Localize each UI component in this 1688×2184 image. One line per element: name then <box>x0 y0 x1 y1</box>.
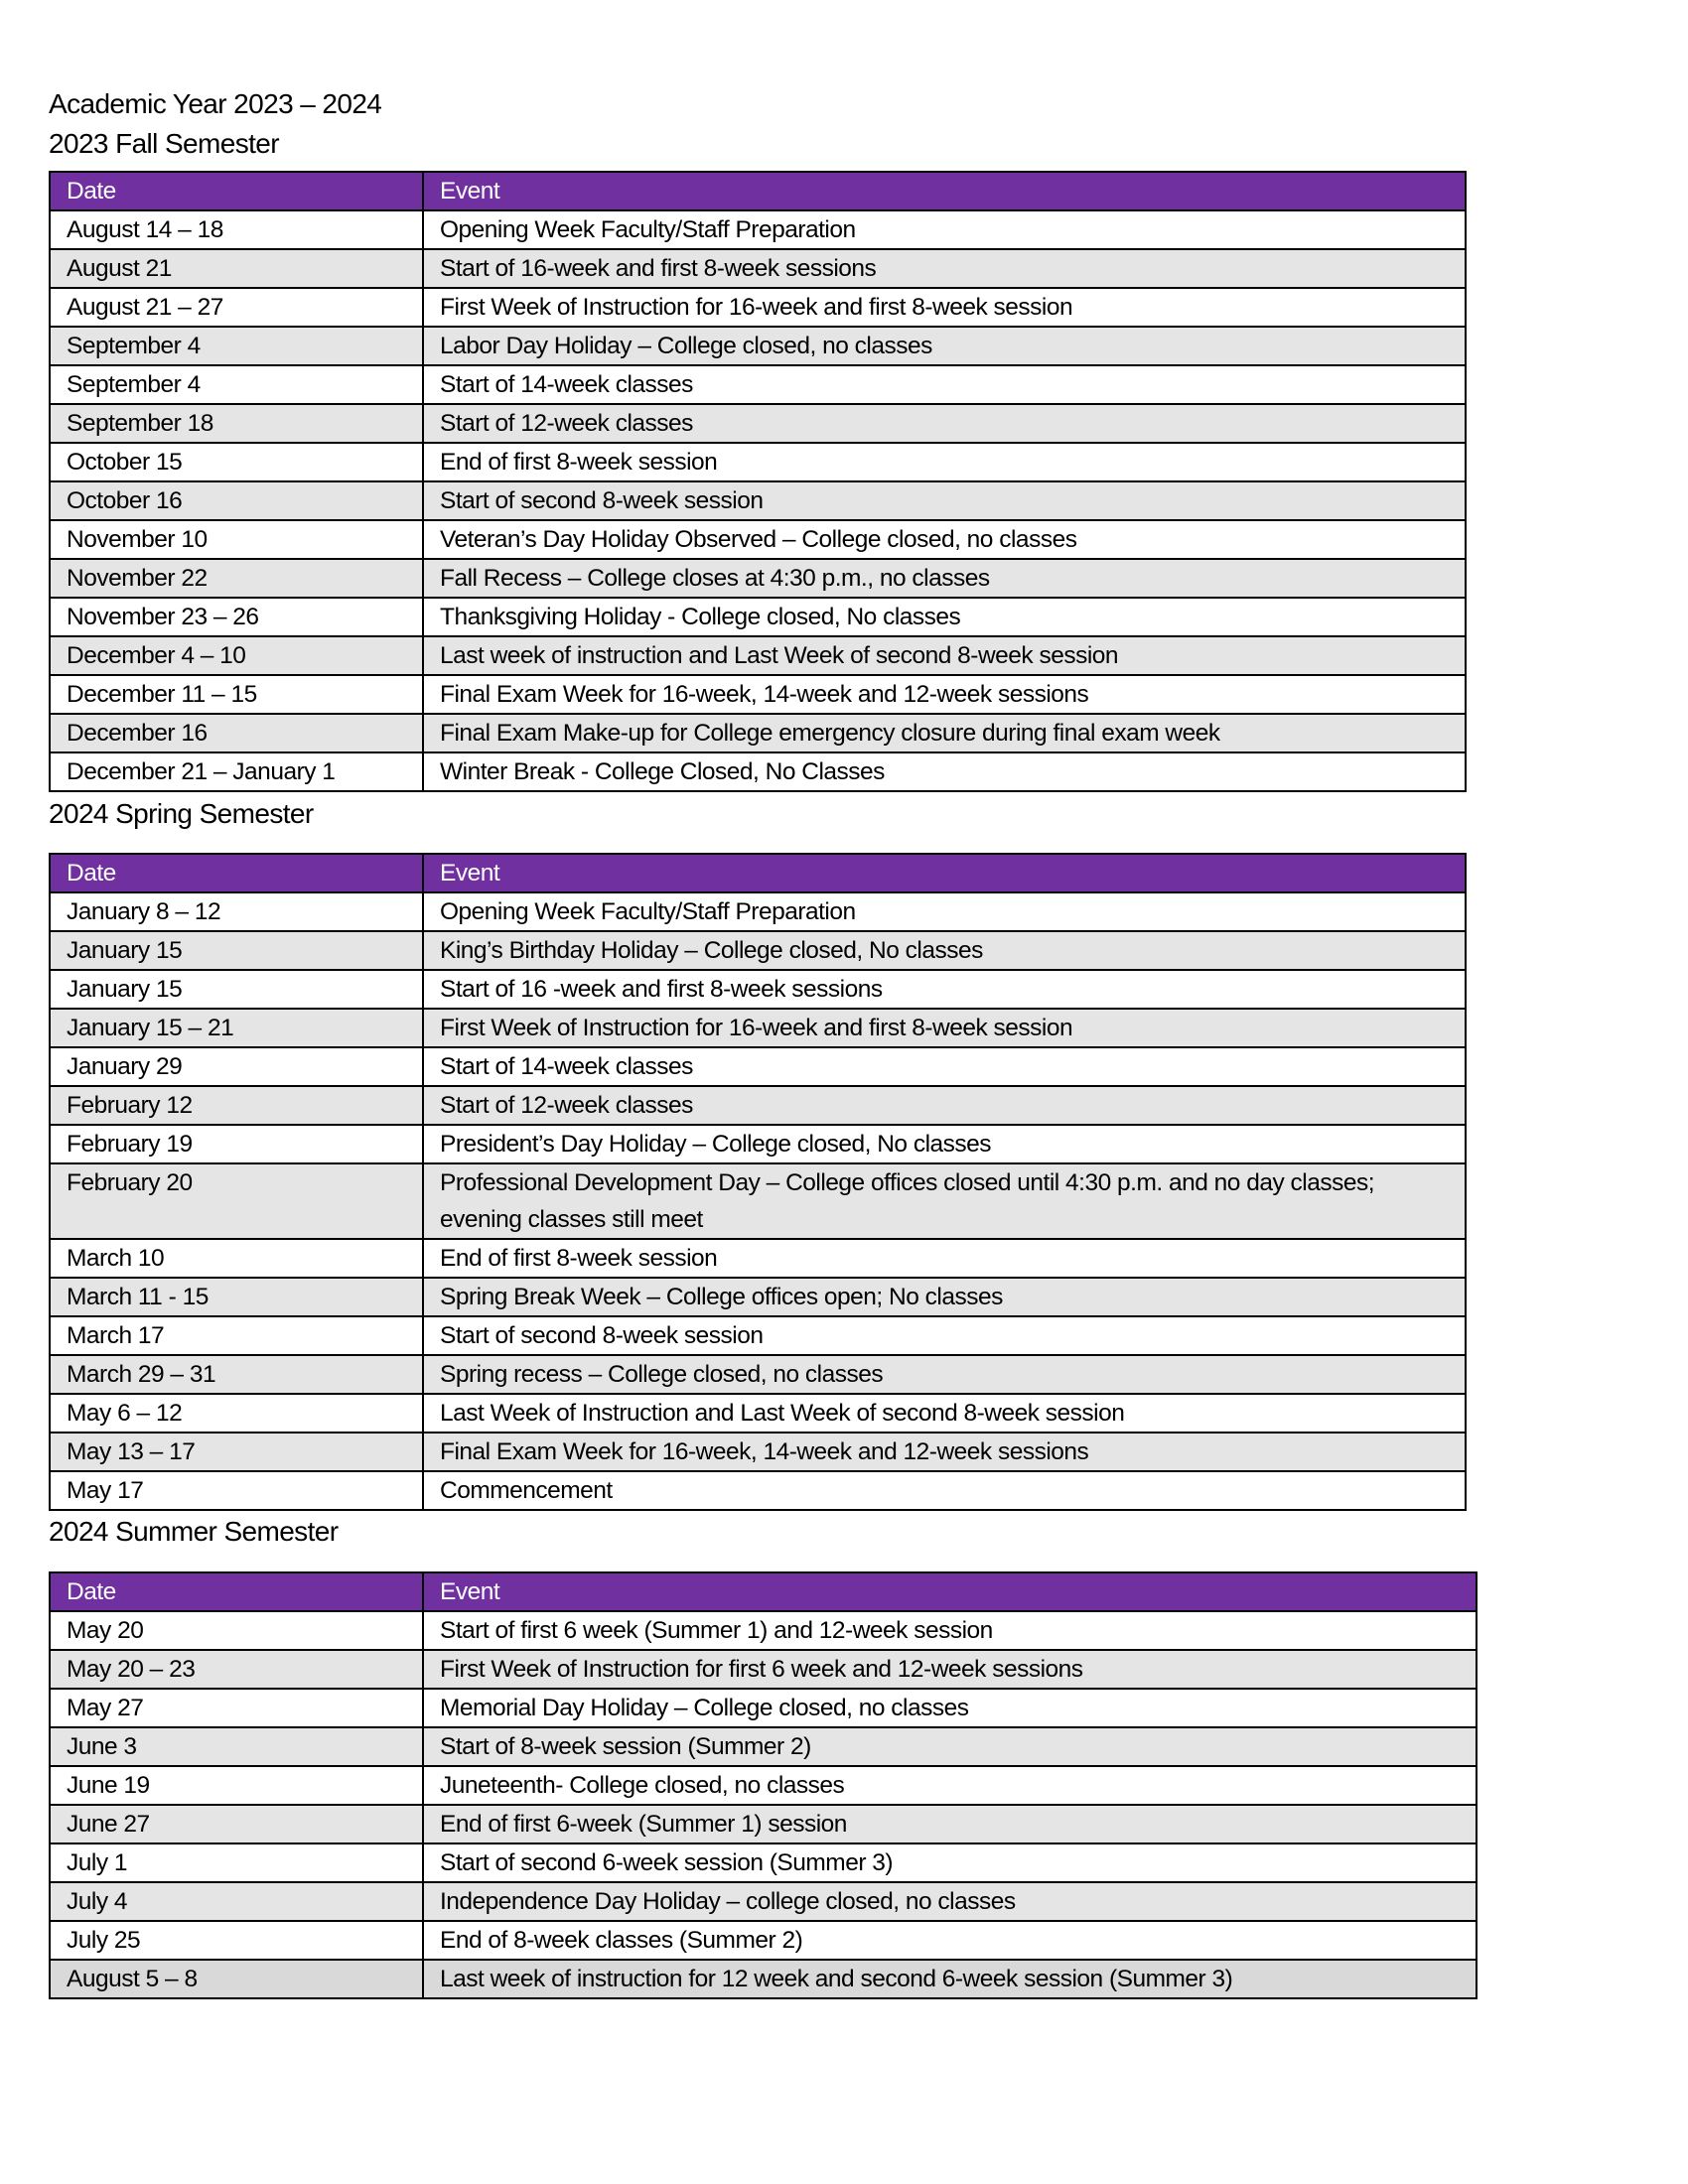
table-row <box>50 892 1466 931</box>
table-row <box>50 1355 1466 1394</box>
table-row <box>50 636 1466 675</box>
event-cell: Final Exam Week for 16-week, 14-week and 12-week sessions <box>423 675 1466 714</box>
date-cell: August 21 <box>50 249 423 288</box>
table-header-row <box>50 1572 1477 1611</box>
event-cell: Spring Break Week – College offices open; No classes <box>423 1278 1466 1316</box>
table-row <box>50 249 1466 288</box>
event-cell: Spring recess – College closed, no classes <box>423 1355 1466 1394</box>
date-cell: March 10 <box>50 1239 423 1278</box>
event-cell: Start of 16 -week and first 8-week sessions <box>423 970 1466 1009</box>
date-cell: October 15 <box>50 443 423 481</box>
date-cell: February 19 <box>50 1125 423 1163</box>
event-cell: Memorial Day Holiday – College closed, no classes <box>423 1689 1477 1727</box>
date-cell: December 11 – 15 <box>50 675 423 714</box>
date-cell: December 21 – January 1 <box>50 752 423 791</box>
summer-semester-table <box>49 1571 1477 1999</box>
table-row <box>50 559 1466 598</box>
event-cell: Last week of instruction for 12 week and second 6-week session (Summer 3) <box>423 1960 1477 1998</box>
table-row <box>50 404 1466 443</box>
date-cell: May 13 – 17 <box>50 1433 423 1471</box>
event-cell: First Week of Instruction for first 6 week and 12-week sessions <box>423 1650 1477 1689</box>
date-cell: August 5 – 8 <box>50 1960 423 1998</box>
date-cell: October 16 <box>50 481 423 520</box>
fall-semester-heading: 2023 Fall Semester <box>49 128 279 159</box>
event-cell: King’s Birthday Holiday – College closed, No classes <box>423 931 1466 970</box>
event-cell: First Week of Instruction for 16-week and first 8-week session <box>423 1009 1466 1047</box>
table-row <box>50 1650 1477 1689</box>
event-cell: Fall Recess – College closes at 4:30 p.m., no classes <box>423 559 1466 598</box>
event-cell: Start of second 8-week session <box>423 1316 1466 1355</box>
table-row <box>50 752 1466 791</box>
date-cell: March 11 - 15 <box>50 1278 423 1316</box>
table-row <box>50 1278 1466 1316</box>
date-cell: September 18 <box>50 404 423 443</box>
event-cell: End of first 6-week (Summer 1) session <box>423 1805 1477 1843</box>
table-row <box>50 1843 1477 1882</box>
event-cell: Start of 12-week classes <box>423 1086 1466 1125</box>
event-cell: Last week of instruction and Last Week of second 8-week session <box>423 636 1466 675</box>
event-cell: Start of 16-week and first 8-week sessions <box>423 249 1466 288</box>
event-cell: Veteran’s Day Holiday Observed – College closed, no classes <box>423 520 1466 559</box>
event-cell: Start of first 6 week (Summer 1) and 12-week session <box>423 1611 1477 1650</box>
date-column-header: Date <box>50 172 423 210</box>
table-row <box>50 1433 1466 1471</box>
table-row <box>50 1689 1477 1727</box>
table-row <box>50 1047 1466 1086</box>
table-row <box>50 1805 1477 1843</box>
table-row <box>50 1727 1477 1766</box>
event-cell: End of first 8-week session <box>423 1239 1466 1278</box>
date-cell: January 29 <box>50 1047 423 1086</box>
event-cell: Start of second 6-week session (Summer 3) <box>423 1843 1477 1882</box>
table-row <box>50 1766 1477 1805</box>
event-cell: Professional Development Day – College offices closed until 4:30 p.m. and no day classes; evening classes still meet <box>423 1163 1466 1239</box>
event-cell: Commencement <box>423 1471 1466 1510</box>
table-row <box>50 1471 1466 1510</box>
date-cell: August 14 – 18 <box>50 210 423 249</box>
spring-semester-heading: 2024 Spring Semester <box>49 798 314 829</box>
table-row <box>50 1316 1466 1355</box>
event-cell: Final Exam Make-up for College emergency closure during final exam week <box>423 714 1466 752</box>
event-cell: End of first 8-week session <box>423 443 1466 481</box>
table-row <box>50 714 1466 752</box>
date-cell: January 15 – 21 <box>50 1009 423 1047</box>
date-cell: March 17 <box>50 1316 423 1355</box>
event-cell: Last Week of Instruction and Last Week of second 8-week session <box>423 1394 1466 1433</box>
event-cell: Juneteenth- College closed, no classes <box>423 1766 1477 1805</box>
table-row <box>50 1086 1466 1125</box>
table-row <box>50 481 1466 520</box>
date-column-header: Date <box>50 1572 423 1611</box>
date-column-header: Date <box>50 854 423 892</box>
date-cell: November 10 <box>50 520 423 559</box>
date-cell: November 23 – 26 <box>50 598 423 636</box>
date-cell: March 29 – 31 <box>50 1355 423 1394</box>
event-cell: Start of 8-week session (Summer 2) <box>423 1727 1477 1766</box>
table-row <box>50 675 1466 714</box>
event-column-header: Event <box>423 854 1466 892</box>
date-cell: May 6 – 12 <box>50 1394 423 1433</box>
table-row <box>50 520 1466 559</box>
summer-table-body <box>50 1611 1477 1998</box>
table-row <box>50 970 1466 1009</box>
table-row <box>50 365 1466 404</box>
event-cell: Winter Break - College Closed, No Classes <box>423 752 1466 791</box>
event-cell: Start of 14-week classes <box>423 1047 1466 1086</box>
date-cell: July 1 <box>50 1843 423 1882</box>
table-row <box>50 1921 1477 1960</box>
event-cell: President’s Day Holiday – College closed, No classes <box>423 1125 1466 1163</box>
event-cell: Start of 12-week classes <box>423 404 1466 443</box>
table-row <box>50 1394 1466 1433</box>
date-cell: June 3 <box>50 1727 423 1766</box>
table-header-row <box>50 172 1466 210</box>
date-cell: February 12 <box>50 1086 423 1125</box>
date-cell: May 20 <box>50 1611 423 1650</box>
date-cell: December 16 <box>50 714 423 752</box>
event-cell: Independence Day Holiday – college closed, no classes <box>423 1882 1477 1921</box>
date-cell: January 8 – 12 <box>50 892 423 931</box>
event-cell: Final Exam Week for 16-week, 14-week and 12-week sessions <box>423 1433 1466 1471</box>
table-row <box>50 1163 1466 1239</box>
table-row <box>50 443 1466 481</box>
event-cell: Thanksgiving Holiday - College closed, No classes <box>423 598 1466 636</box>
date-cell: May 20 – 23 <box>50 1650 423 1689</box>
table-row <box>50 327 1466 365</box>
table-row <box>50 1125 1466 1163</box>
fall-semester-table <box>49 171 1467 792</box>
date-cell: January 15 <box>50 931 423 970</box>
table-row <box>50 288 1466 327</box>
event-cell: Labor Day Holiday – College closed, no classes <box>423 327 1466 365</box>
date-cell: June 19 <box>50 1766 423 1805</box>
event-cell: End of 8-week classes (Summer 2) <box>423 1921 1477 1960</box>
table-row <box>50 210 1466 249</box>
table-row <box>50 1960 1477 1998</box>
table-row <box>50 1239 1466 1278</box>
event-column-header: Event <box>423 172 1466 210</box>
date-cell: February 20 <box>50 1163 423 1239</box>
date-cell: September 4 <box>50 327 423 365</box>
date-cell: August 21 – 27 <box>50 288 423 327</box>
event-cell: Start of second 8-week session <box>423 481 1466 520</box>
event-cell: Opening Week Faculty/Staff Preparation <box>423 210 1466 249</box>
table-row <box>50 1882 1477 1921</box>
summer-semester-heading: 2024 Summer Semester <box>49 1516 339 1547</box>
event-column-header: Event <box>423 1572 1477 1611</box>
date-cell: May 17 <box>50 1471 423 1510</box>
event-cell: First Week of Instruction for 16-week and first 8-week session <box>423 288 1466 327</box>
date-cell: December 4 – 10 <box>50 636 423 675</box>
table-row <box>50 1009 1466 1047</box>
date-cell: May 27 <box>50 1689 423 1727</box>
date-cell: September 4 <box>50 365 423 404</box>
event-cell: Start of 14-week classes <box>423 365 1466 404</box>
spring-table-body <box>50 892 1466 1510</box>
event-cell: Opening Week Faculty/Staff Preparation <box>423 892 1466 931</box>
date-cell: January 15 <box>50 970 423 1009</box>
document-title: Academic Year 2023 – 2024 <box>49 88 382 119</box>
date-cell: July 4 <box>50 1882 423 1921</box>
date-cell: July 25 <box>50 1921 423 1960</box>
fall-table-body <box>50 210 1466 791</box>
date-cell: November 22 <box>50 559 423 598</box>
table-header-row <box>50 854 1466 892</box>
table-row <box>50 1611 1477 1650</box>
table-row <box>50 931 1466 970</box>
spring-semester-table <box>49 853 1467 1511</box>
date-cell: June 27 <box>50 1805 423 1843</box>
table-row <box>50 598 1466 636</box>
